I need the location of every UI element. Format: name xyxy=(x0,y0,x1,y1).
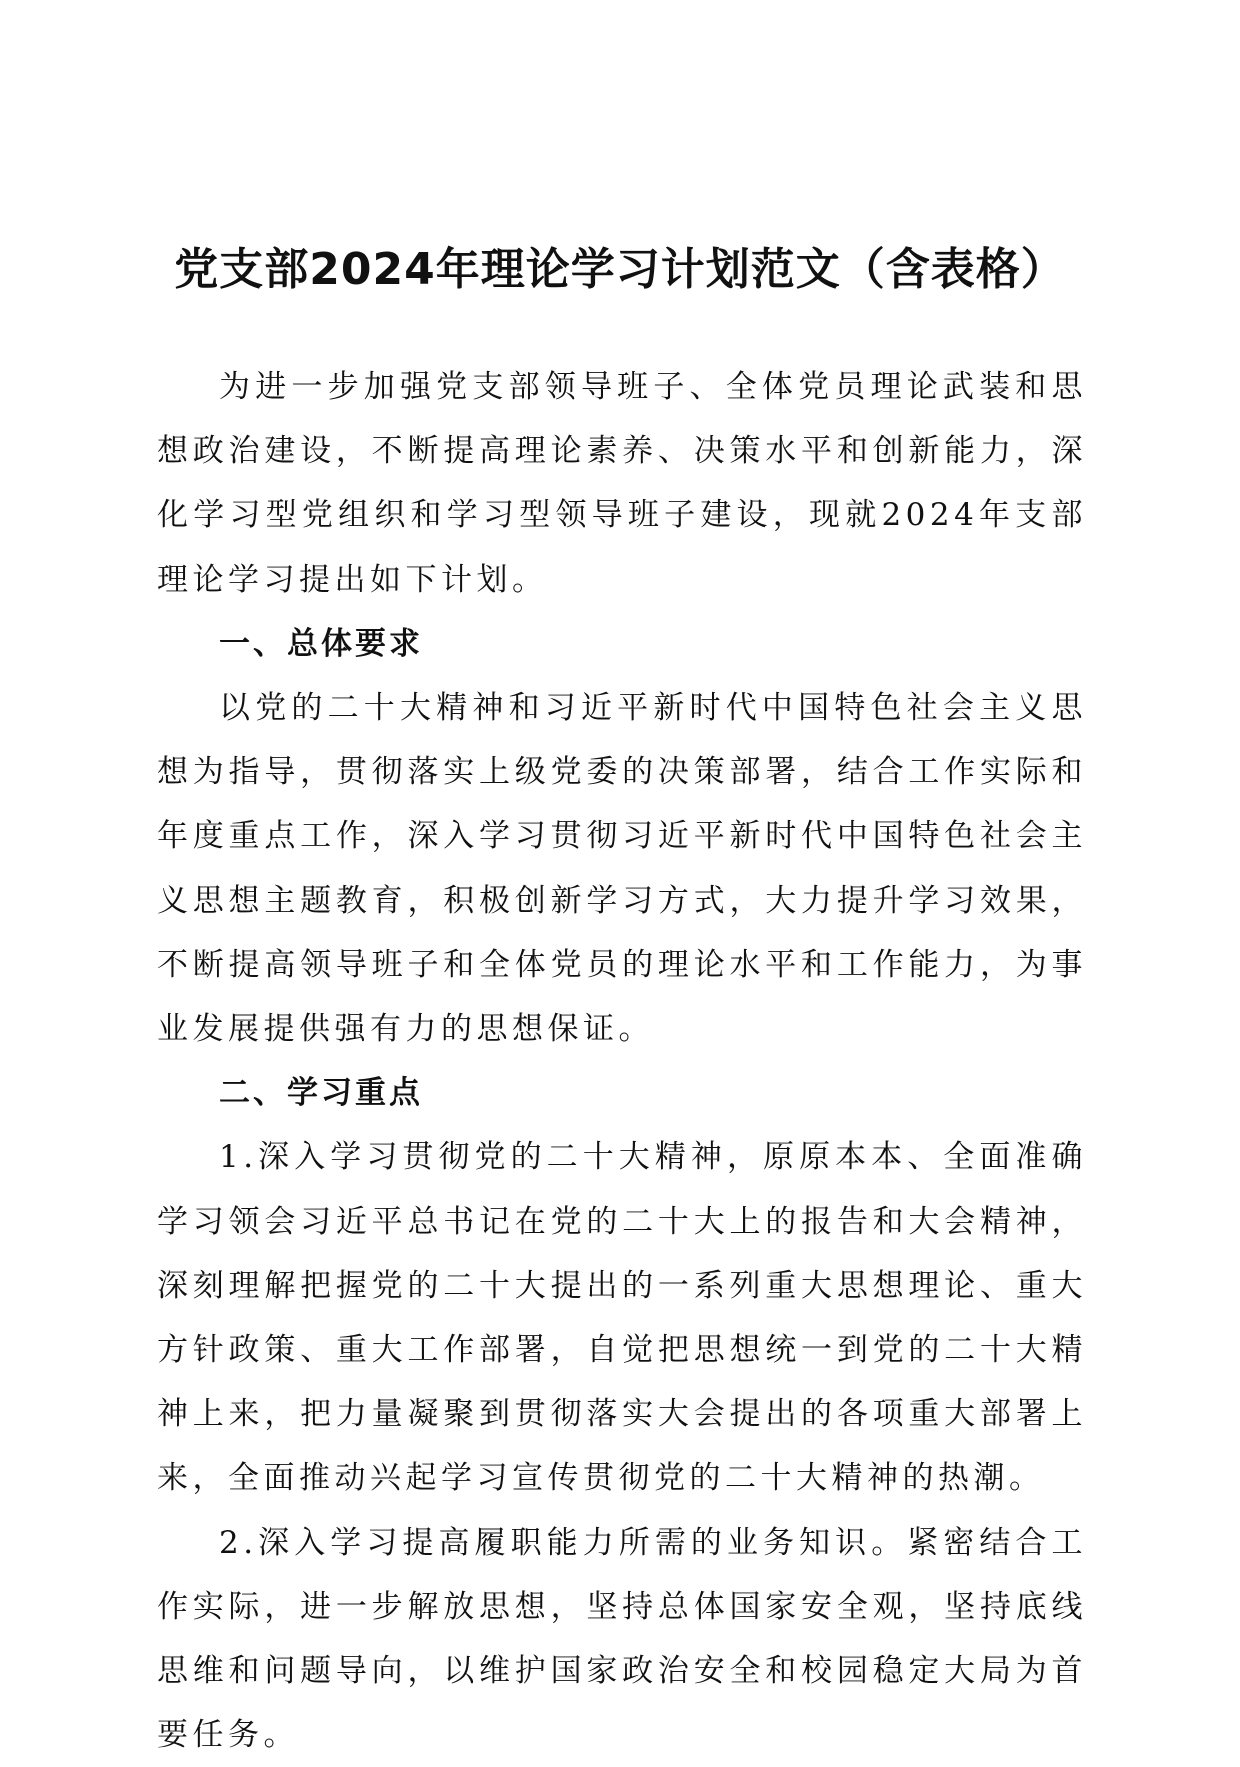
intro-paragraph: 为进一步加强党支部领导班子、全体党员理论武装和思想政治建设，不断提高理论素养、决策水平和创新能力，深化学习型党组织和学习型领导班子建设，现就2024年支部理论学习提出如下计划。 xyxy=(157,369,1087,598)
section-heading-general-requirements: 一、总体要求 xyxy=(219,625,423,662)
section-heading-study-focus: 二、学习重点 xyxy=(219,1075,423,1112)
document-body xyxy=(157,355,1087,1767)
study-focus-item-2: 2.深入学习提高履职能力所需的业务知识。紧密结合工作实际，进一步解放思想，坚持总体国家安全观，坚持底线思维和问题导向，以维护国家政治安全和校园稳定大局为首要任务。 xyxy=(157,1524,1087,1754)
study-focus-item-1: 1.深入学习贯彻党的二十大精神，原原本本、全面准确学习领会习近平总书记在党的二十大上的报告和大会精神，深刻理解把握党的二十大提出的一系列重大思想理论、重大方针政策、重大工作部署，自觉把思想统一到党的二十大精神上来，把力量凝聚到贯彻落实大会提出的各项重大部署上来，全面推动兴起学习宣传贯彻党的二十大精神的热潮。 xyxy=(157,1139,1087,1497)
document-title: 党支部2024年理论学习计划范文（含表格） xyxy=(174,244,1066,295)
general-requirements-paragraph: 以党的二十大精神和习近平新时代中国特色社会主义思想为指导，贯彻落实上级党委的决策部署，结合工作实际和年度重点工作，深入学习贯彻习近平新时代中国特色社会主义思想主题教育，积极创新学习方式，大力提升学习效果，不断提高领导班子和全体党员的理论水平和工作能力，为事业发展提供强有力的思想保证。 xyxy=(157,690,1087,1048)
